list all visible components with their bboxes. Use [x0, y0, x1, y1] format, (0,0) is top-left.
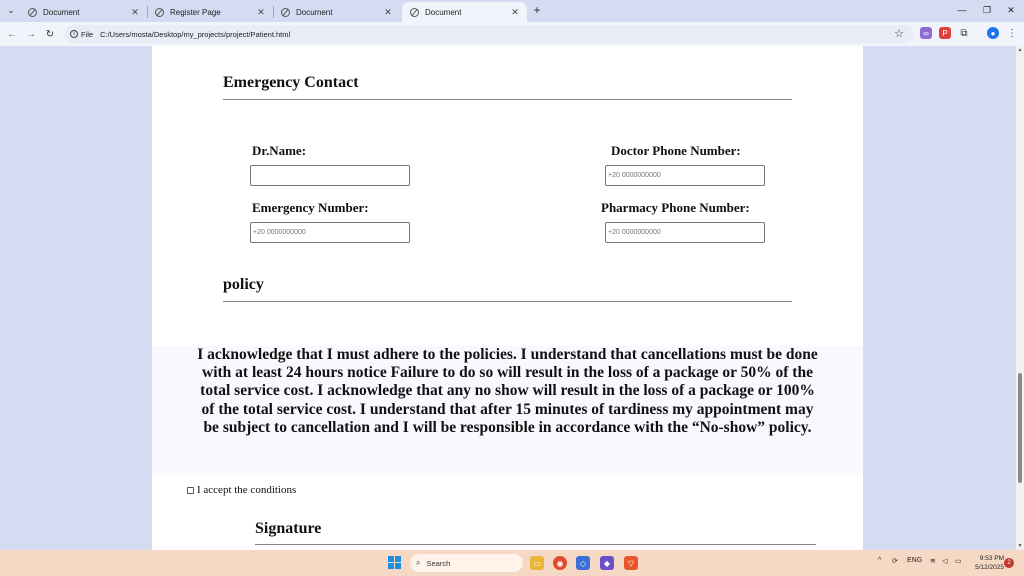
tray-app-icon[interactable]: ⟳	[892, 558, 898, 565]
tab-document-1[interactable]	[20, 2, 147, 22]
search-label: Search	[426, 558, 451, 568]
tray-chevron-icon[interactable]: ^	[878, 557, 882, 564]
visual-studio-icon[interactable]: ◆	[600, 556, 614, 570]
dr-name-input[interactable]	[250, 165, 410, 186]
tab-document-2[interactable]	[273, 2, 400, 22]
search-icon: ⌕	[416, 558, 421, 567]
dr-name-label: Dr.Name:	[252, 143, 307, 158]
close-tab-icon[interactable]: ✕	[257, 6, 265, 17]
pharmacy-phone-label: Pharmacy Phone Number:	[601, 200, 750, 215]
divider	[223, 301, 792, 302]
windows-start-icon[interactable]	[388, 556, 401, 569]
back-arrow-icon[interactable]: ←	[7, 28, 17, 40]
info-icon[interactable]: i	[70, 30, 78, 38]
volume-icon[interactable]: ◁	[942, 558, 948, 565]
tab-label: Document	[425, 7, 462, 17]
doctor-phone-input[interactable]	[605, 165, 765, 186]
tab-register-page[interactable]	[147, 2, 273, 22]
globe-icon	[28, 8, 37, 17]
battery-icon[interactable]: ▭	[955, 558, 962, 565]
tab-search-chevron-icon[interactable]: ⌄	[7, 4, 15, 15]
wifi-icon[interactable]: ≋	[930, 558, 936, 565]
restore-icon[interactable]: ❐	[982, 4, 992, 15]
minimize-icon[interactable]: —	[957, 5, 967, 15]
chrome-icon[interactable]: ◉	[553, 556, 567, 570]
new-tab-button[interactable]: +	[533, 3, 541, 17]
tab-document-active[interactable]	[402, 2, 527, 22]
url-text[interactable]: C:/Users/mosta/Desktop/my_projects/project/Patient.html	[100, 29, 291, 39]
more-menu-icon[interactable]: ⋮	[1007, 27, 1017, 39]
file-explorer-icon[interactable]: ▭	[530, 556, 544, 570]
divider	[255, 544, 816, 545]
scroll-down-icon[interactable]: ▼	[1017, 543, 1023, 549]
clock-date: 5/12/2025	[975, 564, 1004, 571]
close-tab-icon[interactable]: ✕	[384, 6, 392, 17]
language-indicator[interactable]: ENG	[907, 557, 923, 564]
forward-arrow-icon[interactable]: →	[26, 28, 36, 40]
clock[interactable]	[968, 554, 1004, 572]
notification-badge[interactable]: 2	[1004, 558, 1014, 568]
signature-heading: Signature	[255, 520, 322, 537]
vscode-icon[interactable]: ◇	[576, 556, 590, 570]
reload-icon[interactable]: ↻	[45, 28, 55, 40]
scrollbar-thumb[interactable]	[1018, 373, 1022, 483]
accept-label: I accept the conditions	[197, 484, 297, 496]
patient-form-page	[152, 46, 863, 550]
taskbar	[0, 550, 1024, 576]
pharmacy-phone-input[interactable]	[605, 222, 765, 243]
emergency-number-label: Emergency Number:	[252, 200, 369, 215]
close-tab-icon[interactable]: ✕	[511, 6, 519, 17]
extension-icon[interactable]: ∞	[920, 27, 932, 39]
tab-label: Register Page	[170, 7, 221, 17]
globe-icon	[281, 8, 290, 17]
profile-avatar[interactable]: ●	[987, 27, 999, 39]
bookmark-star-icon[interactable]: ☆	[894, 28, 904, 40]
scroll-up-icon[interactable]: ▲	[1017, 47, 1023, 53]
close-window-icon[interactable]: ✕	[1007, 4, 1015, 15]
accept-conditions[interactable]	[187, 484, 296, 496]
brave-icon[interactable]: ▽	[624, 556, 638, 570]
policy-text: I acknowledge that I must adhere to the policies. I understand that cancellations must be done with at least 24 hours notice Failure to do so will result in the loss of a package or 50% of the total service cost. I acknowledge that any no show will result in the loss of a package or 100% of the total service cost. I understand that after 15 minutes of tardiness my appointment may be subject to cancellation and I will be responsible in accordance with the “No-show” policy.	[197, 346, 818, 436]
address-bar[interactable]	[64, 25, 914, 43]
close-tab-icon[interactable]: ✕	[131, 6, 139, 17]
browser-toolbar	[0, 22, 1024, 46]
tab-strip	[0, 0, 1024, 22]
taskbar-search[interactable]	[410, 554, 523, 572]
vertical-scrollbar[interactable]	[1016, 46, 1024, 550]
puzzle-extensions-icon[interactable]: ⧉	[960, 27, 968, 39]
globe-icon	[155, 8, 164, 17]
doctor-phone-label: Doctor Phone Number:	[611, 143, 741, 158]
divider	[223, 99, 792, 100]
emergency-contact-heading: Emergency Contact	[223, 74, 359, 91]
page-viewport	[0, 46, 1016, 550]
tab-label: Document	[43, 7, 80, 17]
globe-icon	[410, 8, 419, 17]
scheme-label: File	[81, 29, 94, 39]
pdf-extension-icon[interactable]: P	[939, 27, 951, 39]
emergency-number-input[interactable]	[250, 222, 410, 243]
clock-time: 9:53 PM	[979, 555, 1004, 562]
tab-label: Document	[296, 7, 333, 17]
accept-checkbox[interactable]	[187, 487, 194, 494]
policy-box	[152, 346, 863, 475]
policy-heading: policy	[223, 276, 264, 293]
